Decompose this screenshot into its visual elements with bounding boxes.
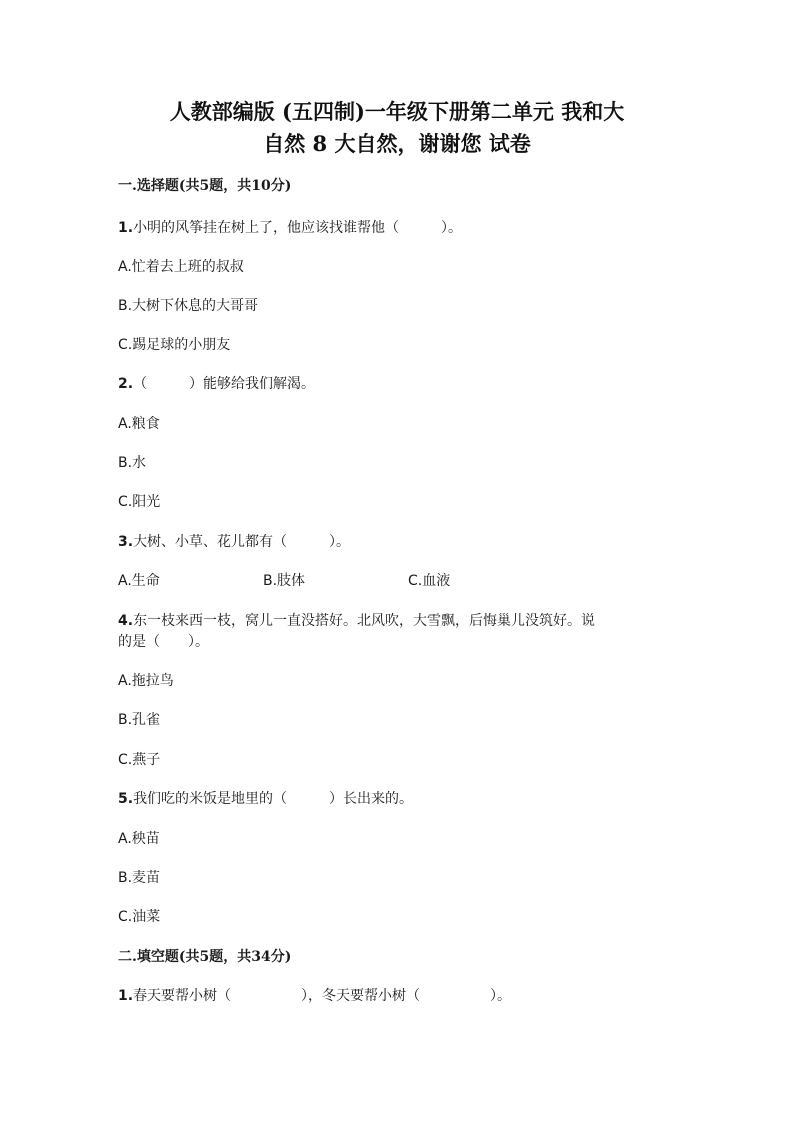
question-1	[118, 218, 462, 238]
section-heading-choice: 一.选择题(共5题，共10分)	[118, 178, 292, 194]
question-5	[118, 789, 413, 809]
option-5c: C.油菜	[118, 909, 161, 925]
option-2b: B.水	[118, 455, 147, 471]
question-number: 4.	[118, 613, 134, 629]
fill-question-1	[118, 986, 511, 1006]
question-text: 小明的风筝挂在树上了，他应该找谁帮他（ ）。	[133, 220, 463, 236]
option-5b: B.麦苗	[118, 870, 161, 886]
question-text: 东一枝来西一枝，窝儿一直没搭好。北风吹，大雪飘，后悔巢儿没筑好。说	[133, 613, 596, 629]
question-text: 我们吃的米饭是地里的（ ）长出来的。	[133, 791, 414, 807]
option-2c: C.阳光	[118, 494, 161, 510]
question-number: 2.	[118, 376, 134, 392]
option-3b: B.肢体	[263, 573, 306, 589]
exam-title-line1: 人教部编版 (五四制)一年级下册第二单元 我和大	[169, 99, 625, 124]
question-3	[118, 532, 350, 552]
question-number: 3.	[118, 534, 134, 550]
option-1a: A.忙着去上班的叔叔	[118, 259, 244, 275]
question-text: 大树、小草、花儿都有（ ）。	[133, 534, 351, 550]
option-2a: A.粮食	[118, 416, 160, 432]
question-4-continued: 的是（ ）。	[118, 634, 209, 650]
option-4a: A.拖拉鸟	[118, 673, 174, 689]
option-4b: B.孔雀	[118, 712, 161, 728]
question-text: 春天要帮小树（ ），冬天要帮小树（ ）。	[133, 988, 512, 1004]
option-1b: B.大树下休息的大哥哥	[118, 298, 259, 314]
question-number: 5.	[118, 791, 134, 807]
option-5a: A.秧苗	[118, 831, 160, 847]
option-3a: A.生命	[118, 573, 160, 589]
exam-title-line2: 自然 8 大自然，谢谢您 试卷	[263, 131, 531, 156]
question-number: 1.	[118, 220, 134, 236]
question-number: 1.	[118, 988, 134, 1004]
section-heading-fill-blank: 二.填空题(共5题，共34分)	[118, 949, 292, 965]
option-4c: C.燕子	[118, 752, 161, 768]
option-3c: C.血液	[408, 573, 451, 589]
question-4	[118, 611, 595, 631]
option-1c: C.踢足球的小朋友	[118, 337, 231, 353]
question-text: （ ）能够给我们解渴。	[133, 376, 316, 392]
question-2	[118, 374, 315, 394]
